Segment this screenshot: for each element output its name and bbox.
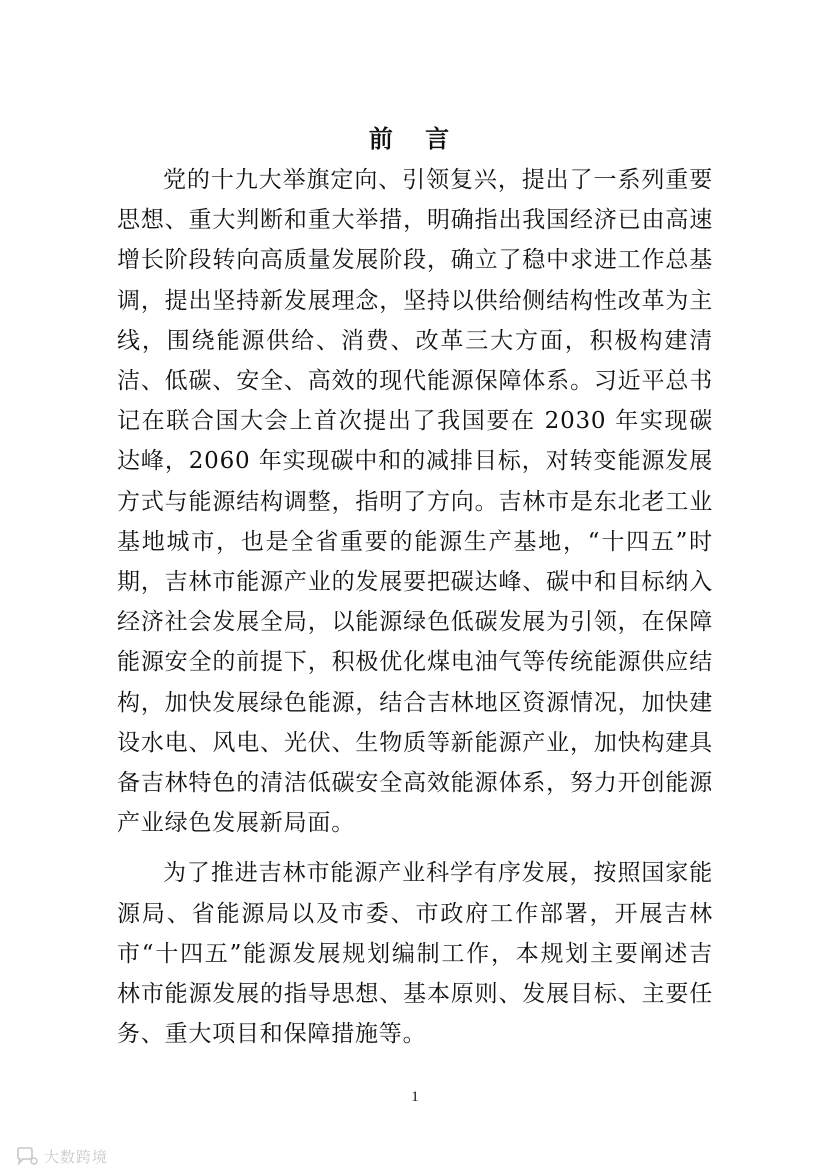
- paragraph-2: 为了推进吉林市能源产业科学有序发展，按照国家能源局、省能源局以及市委、市政府工作部署，开展吉林市“十四五”能源发展规划编制工作，本规划主要阐述吉林市能源发展的指导思想、基本原则、发展目标、主要任务、重大项目和保障措施等。: [117, 860, 713, 1048]
- page-number: 1: [411, 1089, 419, 1105]
- paragraph-1: 党的十九大举旗定向、引领复兴，提出了一系列重要思想、重大判断和重大举措，明确指出我国经济已由高速增长阶段转向高质量发展阶段，确立了稳中求进工作总基调，提出坚持新发展理念，坚持以供给侧结构性改革为主线，围绕能源供给、消费、改革三大方面，积极构建清洁、低碳、安全、高效的现代能源保障体系。习近平总书记在联合国大会上首次提出了我国要在 2030 年实现碳达峰，2060 年实现碳中和的减排目标，对转变能源发展方式与能源结构调整，指明了方向。吉林市是东北老工业基地城市，也是全省重要的能源生产基地，“十四五”时期，吉林市能源产业的发展要把碳达峰、碳中和目标纳入经济社会发展全局，以能源绿色低碳发展为引领，在保障能源安全的前提下，积极优化煤电油气等传统能源供应结构，加快发展绿色能源，结合吉林地区资源情况，加快建设水电、风电、光伏、生物质等新能源产业，加快构建具备吉林特色的清洁低碳安全高效能源体系，努力开创能源产业绿色发展新局面。: [117, 167, 713, 837]
- chat-bubble-logo-icon: [14, 1147, 38, 1167]
- page-title: 前 言: [368, 125, 462, 153]
- watermark: [14, 1146, 108, 1167]
- document-body: [117, 160, 713, 1054]
- watermark-text: 大数跨境: [44, 1148, 109, 1166]
